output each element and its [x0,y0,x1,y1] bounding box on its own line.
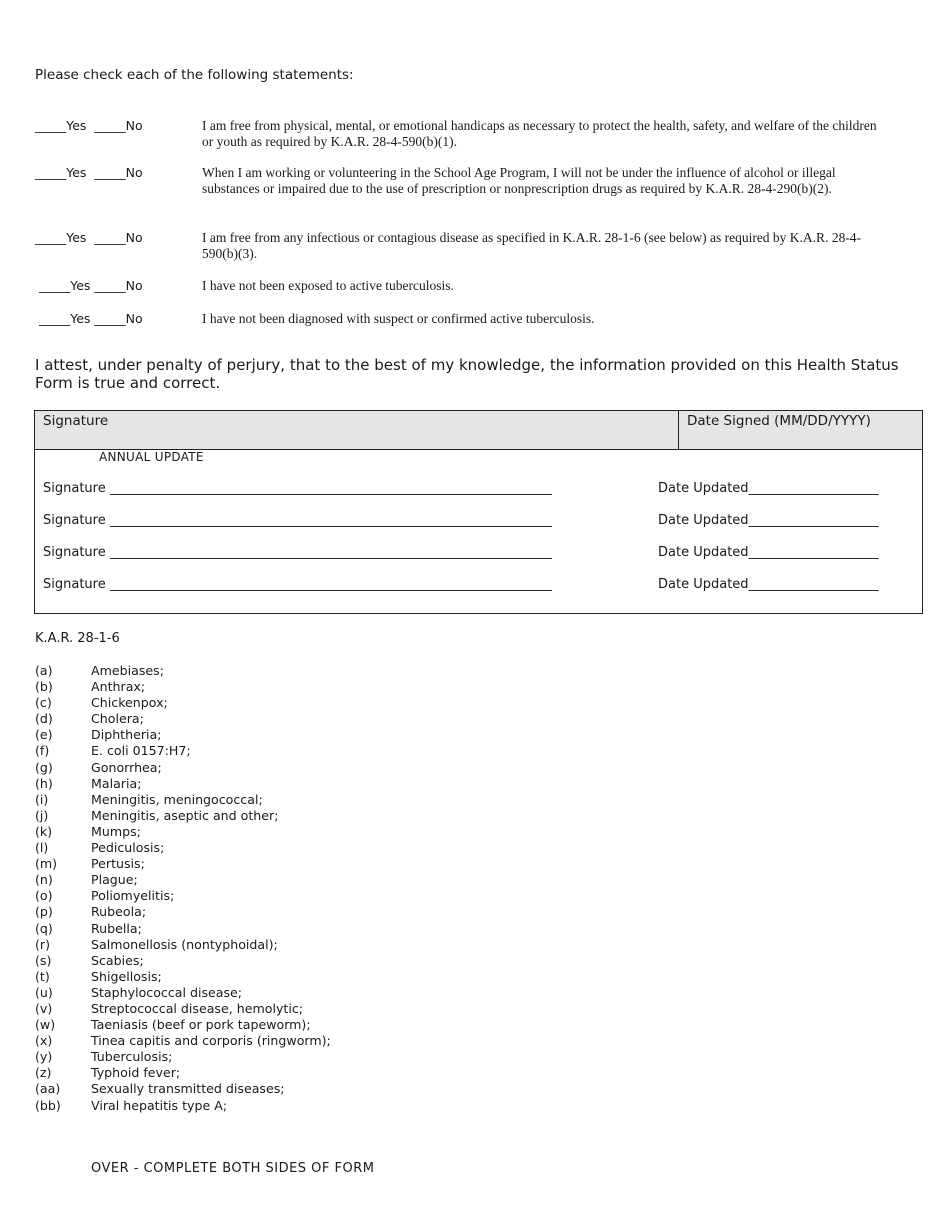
disease-name: Malaria; [91,775,142,791]
yes-no-blanks[interactable]: _____Yes _____No [35,230,143,245]
disease-name: Poliomyelitis; [91,888,175,904]
yes-no-blanks[interactable]: _____Yes _____No [35,165,143,180]
disease-name: Tuberculosis; [91,1049,173,1065]
statement-text: I am free from physical, mental, or emotional handicaps as necessary to protect the health, safety, and welfare of the children or youth as required by K.A.R. 28-4-590(b)(1). [202,118,877,149]
yes-no-blanks[interactable]: _____Yes _____No [35,118,143,133]
disease-name: Plague; [91,872,138,888]
update-signature-line[interactable]: Signature ____________________________________________________________________ [43,545,552,560]
disease-name: Tinea capitis and corporis (ringworm); [91,1033,331,1049]
disease-name: Pediculosis; [91,840,165,856]
update-signature-line[interactable]: Signature ____________________________________________________________________ [43,481,552,496]
disease-name: Amebiases; [91,663,164,678]
disease-name: Viral hepatitis type A; [91,1097,228,1113]
update-signature-line[interactable]: Signature ____________________________________________________________________ [43,513,552,528]
attestation-text: I attest, under penalty of perjury, that to the best of my knowledge, the information provided on this Health Status Form is true and correct. [35,356,899,392]
disease-letter: (h) [35,775,53,791]
disease-name: Staphylococcal disease; [91,984,243,1000]
signature-label: Signature [43,413,109,429]
disease-letter: (t) [35,968,50,984]
signature-box [34,410,923,614]
disease-name: Meningitis, aseptic and other; [91,807,279,823]
disease-letter: (m) [35,856,58,872]
disease-name: Mumps; [91,823,141,839]
statement-text: I have not been exposed to active tuberculosis. [202,278,454,293]
disease-name: Shigellosis; [91,968,162,984]
disease-letter: (u) [35,984,53,1000]
disease-letter: (k) [35,823,53,839]
update-signature-line[interactable]: Signature ____________________________________________________________________ [43,577,552,592]
date-updated-line[interactable]: Date Updated____________________ [658,481,879,496]
disease-letter: (q) [35,920,53,936]
disease-letter: (g) [35,759,53,775]
date-updated-line[interactable]: Date Updated____________________ [658,513,879,528]
disease-letter: (p) [35,904,53,920]
disease-letter: (c) [35,695,52,711]
disease-name: Diphtheria; [91,727,162,743]
disease-letter: (v) [35,1000,53,1016]
statement-text: I have not been diagnosed with suspect or confirmed active tuberculosis. [202,311,595,326]
disease-letter: (l) [35,840,49,856]
disease-name: Chickenpox; [91,695,168,711]
disease-name: Rubeola; [91,904,147,920]
date-signed-field[interactable] [679,411,922,449]
date-updated-line[interactable]: Date Updated____________________ [658,545,879,560]
annual-update-row [43,577,918,637]
disease-letter: (o) [35,888,53,904]
date-signed-label: Date Signed (MM/DD/YYYY) [687,413,871,429]
disease-name: Meningitis, meningococcal; [91,791,263,807]
disease-letter: (z) [35,1065,52,1081]
disease-name: Taeniasis (beef or pork tapeworm); [91,1017,311,1033]
disease-name: Streptococcal disease, hemolytic; [91,1000,304,1016]
footer-note: OVER - COMPLETE BOTH SIDES OF FORM [91,1161,375,1176]
disease-letter: (y) [35,1049,53,1065]
yes-no-blanks[interactable]: _____Yes _____No [35,311,143,326]
disease-name: Anthrax; [91,679,146,695]
disease-name: E. coli 0157:H7; [91,743,191,759]
disease-letter: (b) [35,679,53,695]
statement-text: I am free from any infectious or contagious disease as specified in K.A.R. 28-1-6 (see below) as required by K.A.R. 28-4-590(b)(3). [202,230,862,261]
disease-letter: (w) [35,1017,56,1033]
disease-letter: (j) [35,807,49,823]
signature-field[interactable] [35,411,679,449]
date-updated-line[interactable]: Date Updated____________________ [658,577,879,592]
yes-no-blanks[interactable]: _____Yes _____No [35,278,143,293]
disease-letter: (n) [35,872,53,888]
disease-letter: (d) [35,711,53,727]
signature-header [35,411,922,450]
disease-name: Gonorrhea; [91,759,162,775]
disease-name: Cholera; [91,711,144,727]
disease-name: Sexually transmitted diseases; [91,1081,285,1097]
disease-letter: (s) [35,952,52,968]
disease-name: Typhoid fever; [91,1065,181,1081]
disease-letter: (aa) [35,1081,61,1097]
disease-letter: (e) [35,727,53,743]
disease-name: Salmonellosis (nontyphoidal); [91,936,278,952]
statement-text: When I am working or volunteering in the School Age Program, I will not be under the influence of alcohol or illegal substances or impaired due to the use of prescription or nonprescription drugs as required by K.A.R. 28-4-290(b)(2). [202,165,836,196]
disease-letter: (r) [35,936,51,952]
disease-letter: (i) [35,791,49,807]
disease-letter: (x) [35,1033,53,1049]
disease-letter: (a) [35,663,53,678]
disease-name: Scabies; [91,952,144,968]
disease-letter: (f) [35,743,50,759]
annual-update-label: ANNUAL UPDATE [99,450,204,464]
disease-letter: (bb) [35,1097,61,1113]
regulation-title: K.A.R. 28-1-6 [35,631,120,646]
disease-name: Pertusis; [91,856,145,872]
intro-text: Please check each of the following statements: [35,67,354,83]
disease-name: Rubella; [91,920,142,936]
